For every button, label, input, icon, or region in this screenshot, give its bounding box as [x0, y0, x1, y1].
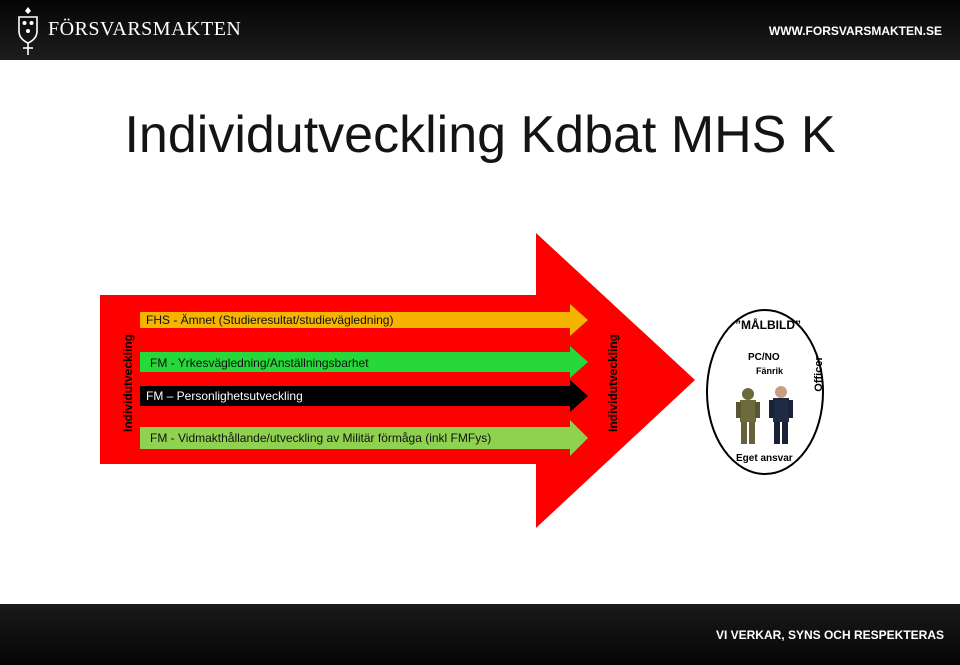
band-label-yrkes: FM - Yrkesvägledning/Anställningsbarhet	[150, 356, 369, 370]
center-axis-label: Individutveckling	[606, 334, 620, 433]
motto-text: VI VERKAR, SYNS OCH RESPEKTERAS	[715, 628, 944, 642]
target-subrank: Fänrik	[756, 366, 784, 376]
website-link[interactable]: WWW.FORSVARSMAKTEN.SE	[768, 24, 942, 38]
target-heading: ”MÅLBILD”	[735, 318, 801, 332]
target-rank: PC/NO	[748, 352, 780, 363]
band-label-vidmakt: FM - Vidmakthållande/utveckling av Militär förmåga (inkl FMFys)	[150, 431, 492, 445]
bottom-banner	[0, 604, 960, 665]
brand-name: FÖRSVARSMAKTEN	[48, 18, 242, 40]
left-axis-label: Individutveckling	[121, 334, 135, 433]
target-footer: Eget ansvar	[736, 453, 793, 464]
slide-title: Individutveckling Kdbat MHS K	[124, 106, 836, 164]
band-label-fhs: FHS - Ämnet (Studieresultat/studievägledning)	[146, 313, 394, 327]
target-circle	[707, 310, 823, 474]
target-side-label: Officer	[813, 356, 825, 392]
band-label-personlighet: FM – Personlighetsutveckling	[146, 389, 303, 403]
